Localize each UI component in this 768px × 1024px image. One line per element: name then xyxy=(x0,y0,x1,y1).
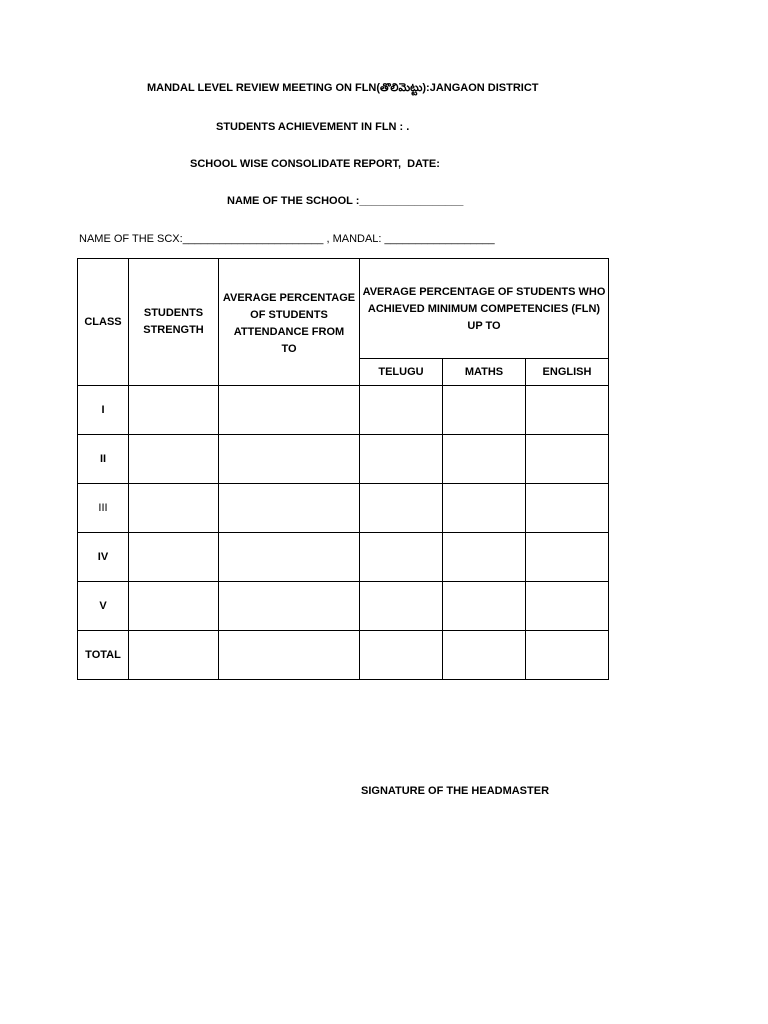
attendance-cell[interactable] xyxy=(219,386,360,435)
english-cell[interactable] xyxy=(526,484,609,533)
date-label: DATE: xyxy=(407,158,440,170)
report-label: SCHOOL WISE CONSOLIDATE REPORT, xyxy=(190,158,402,170)
header-class: CLASS xyxy=(78,259,129,386)
mandal-field: , MANDAL: __________________ xyxy=(326,233,495,245)
header-average-attendance xyxy=(219,259,360,386)
header-strength-line-1: STUDENTS xyxy=(143,307,204,319)
header-fln-line-3: UP TO xyxy=(467,320,501,332)
scx-mandal-line xyxy=(79,232,495,246)
table-row xyxy=(78,582,609,631)
header-fln-line-2: ACHIEVED MINIMUM COMPETENCIES (FLN) xyxy=(367,303,601,315)
maths-cell[interactable] xyxy=(443,484,526,533)
table-row xyxy=(78,386,609,435)
telugu-cell[interactable] xyxy=(360,435,443,484)
document-title: MANDAL LEVEL REVIEW MEETING ON FLN(తొలిమెట్టు):JANGAON DISTRICT xyxy=(147,82,539,94)
english-cell[interactable] xyxy=(526,533,609,582)
strength-cell[interactable] xyxy=(129,435,219,484)
telugu-cell[interactable] xyxy=(360,386,443,435)
header-fln-line-1: AVERAGE PERCENTAGE OF STUDENTS WHO xyxy=(362,286,606,298)
strength-cell[interactable] xyxy=(129,386,219,435)
maths-cell[interactable] xyxy=(443,435,526,484)
maths-cell[interactable] xyxy=(443,533,526,582)
telugu-cell[interactable] xyxy=(360,631,443,680)
maths-cell[interactable] xyxy=(443,582,526,631)
telugu-cell[interactable] xyxy=(360,582,443,631)
header-attendance-line-2: OF STUDENTS xyxy=(250,309,328,321)
headmaster-signature-label: SIGNATURE OF THE HEADMASTER xyxy=(361,785,550,797)
table-row xyxy=(78,435,609,484)
header-telugu: TELUGU xyxy=(360,359,443,386)
total-label-cell: TOTAL xyxy=(78,631,129,680)
class-cell: V xyxy=(78,582,129,631)
table-row xyxy=(78,533,609,582)
header-maths: MATHS xyxy=(443,359,526,386)
strength-cell[interactable] xyxy=(129,582,219,631)
report-heading xyxy=(190,157,440,171)
english-cell[interactable] xyxy=(526,435,609,484)
class-cell: II xyxy=(78,435,129,484)
maths-cell[interactable] xyxy=(443,631,526,680)
attendance-cell[interactable] xyxy=(219,582,360,631)
scx-name-field: NAME OF THE SCX:_______________________ xyxy=(79,233,324,245)
table-row xyxy=(78,484,609,533)
header-students-strength xyxy=(129,259,219,386)
achievement-heading: STUDENTS ACHIEVEMENT IN FLN : . xyxy=(216,121,410,133)
header-english: ENGLISH xyxy=(526,359,609,386)
header-attendance-line-1: AVERAGE PERCENTAGE xyxy=(222,292,356,304)
english-cell[interactable] xyxy=(526,386,609,435)
strength-cell[interactable] xyxy=(129,533,219,582)
attendance-cell[interactable] xyxy=(219,533,360,582)
telugu-cell[interactable] xyxy=(360,484,443,533)
table-row-total xyxy=(78,631,609,680)
telugu-cell[interactable] xyxy=(360,533,443,582)
strength-cell[interactable] xyxy=(129,484,219,533)
strength-cell[interactable] xyxy=(129,631,219,680)
attendance-cell[interactable] xyxy=(219,435,360,484)
english-cell[interactable] xyxy=(526,631,609,680)
header-attendance-line-3: ATTENDANCE FROM xyxy=(233,326,345,338)
class-cell: III xyxy=(78,484,129,533)
table-header-row xyxy=(78,259,609,359)
class-cell: I xyxy=(78,386,129,435)
english-cell[interactable] xyxy=(526,582,609,631)
report-table xyxy=(77,258,609,680)
attendance-cell[interactable] xyxy=(219,484,360,533)
class-cell: IV xyxy=(78,533,129,582)
school-name-field: NAME OF THE SCHOOL :_________________ xyxy=(227,195,464,207)
maths-cell[interactable] xyxy=(443,386,526,435)
attendance-cell[interactable] xyxy=(219,631,360,680)
header-fln-competencies xyxy=(360,259,609,359)
header-attendance-line-4: TO xyxy=(281,343,297,355)
header-strength-line-2: STRENGTH xyxy=(143,324,204,336)
